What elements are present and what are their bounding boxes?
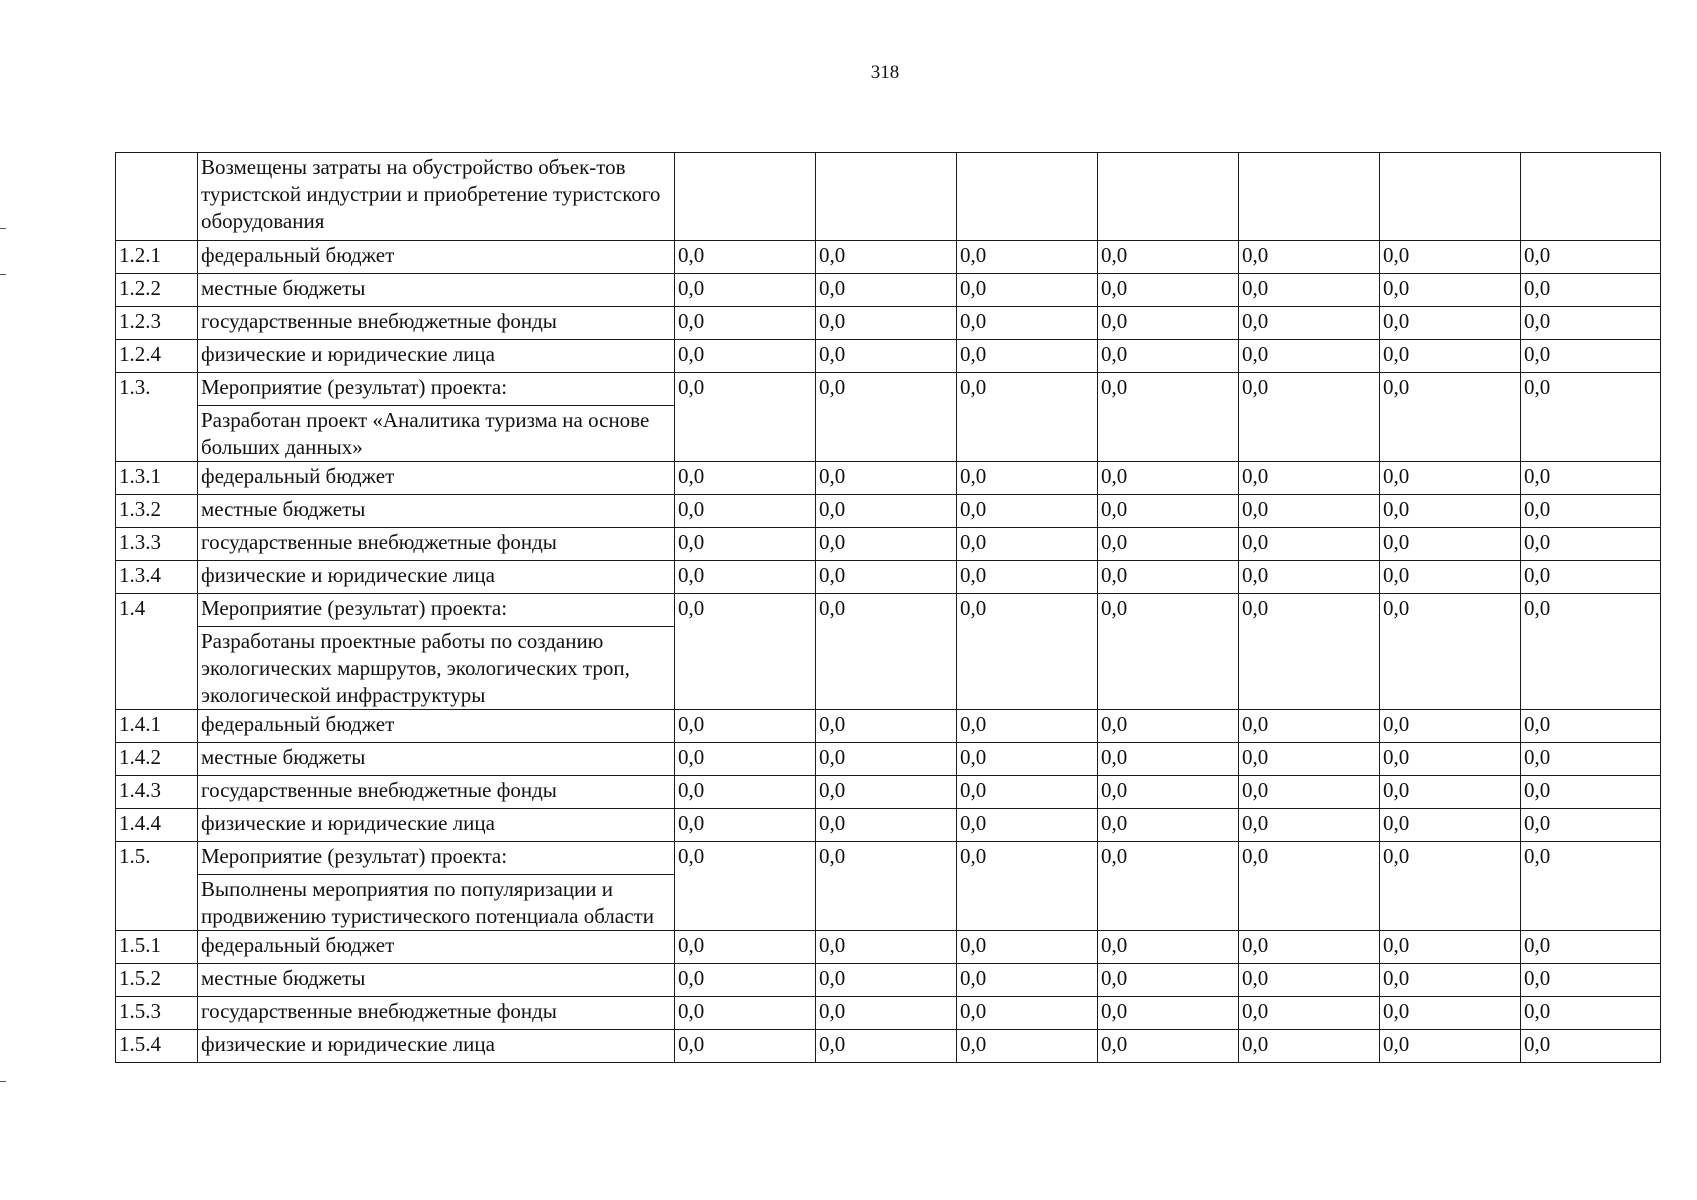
value-cell: 0,0 xyxy=(1239,307,1380,340)
value-cell: 0,0 xyxy=(1098,462,1239,495)
row-number: 1.3. xyxy=(116,373,198,462)
value-cell: 0,0 xyxy=(1521,340,1661,373)
value-cell: 0,0 xyxy=(816,340,957,373)
budget-table xyxy=(115,152,1661,1063)
value-cell: 0,0 xyxy=(1239,809,1380,842)
value-cell: 0,0 xyxy=(1380,964,1521,997)
value-cell: 0,0 xyxy=(957,528,1098,561)
empty-cell xyxy=(1521,153,1661,241)
row-number: 1.5.3 xyxy=(116,997,198,1030)
row-label: местные бюджеты xyxy=(198,495,675,528)
table-row xyxy=(116,931,1661,964)
scan-mark xyxy=(0,228,6,229)
value-cell: 0,0 xyxy=(957,964,1098,997)
value-cell: 0,0 xyxy=(816,561,957,594)
value-cell: 0,0 xyxy=(1239,274,1380,307)
row-number: 1.3.3 xyxy=(116,528,198,561)
value-cell: 0,0 xyxy=(816,528,957,561)
value-cell: 0,0 xyxy=(1098,340,1239,373)
row-label: Мероприятие (результат) проекта: xyxy=(198,842,675,875)
value-cell: 0,0 xyxy=(1380,809,1521,842)
value-cell: 0,0 xyxy=(1521,561,1661,594)
value-cell: 0,0 xyxy=(1239,528,1380,561)
row-label: федеральный бюджет xyxy=(198,462,675,495)
row-label: физические и юридические лица xyxy=(198,561,675,594)
value-cell: 0,0 xyxy=(816,495,957,528)
value-cell: 0,0 xyxy=(957,931,1098,964)
row-number: 1.3.1 xyxy=(116,462,198,495)
empty-cell xyxy=(116,153,198,241)
value-cell: 0,0 xyxy=(1098,307,1239,340)
row-number: 1.4.2 xyxy=(116,743,198,776)
row-label: государственные внебюджетные фонды xyxy=(198,776,675,809)
value-cell: 0,0 xyxy=(675,743,816,776)
value-cell: 0,0 xyxy=(1521,931,1661,964)
table-row xyxy=(116,809,1661,842)
value-cell: 0,0 xyxy=(1098,743,1239,776)
row-number: 1.3.2 xyxy=(116,495,198,528)
row-number: 1.2.3 xyxy=(116,307,198,340)
value-cell: 0,0 xyxy=(675,340,816,373)
empty-cell xyxy=(675,153,816,241)
value-cell: 0,0 xyxy=(816,1030,957,1063)
value-cell: 0,0 xyxy=(1521,528,1661,561)
scan-mark xyxy=(0,1081,6,1082)
value-cell: 0,0 xyxy=(675,710,816,743)
page-number: 318 xyxy=(870,62,900,83)
value-cell: 0,0 xyxy=(1380,997,1521,1030)
value-cell: 0,0 xyxy=(957,495,1098,528)
value-cell: 0,0 xyxy=(816,842,957,931)
table-row xyxy=(116,462,1661,495)
value-cell: 0,0 xyxy=(816,743,957,776)
value-cell: 0,0 xyxy=(1239,964,1380,997)
scan-mark xyxy=(0,274,6,275)
row-label: федеральный бюджет xyxy=(198,931,675,964)
value-cell: 0,0 xyxy=(957,1030,1098,1063)
value-cell: 0,0 xyxy=(816,964,957,997)
value-cell: 0,0 xyxy=(675,931,816,964)
row-description: Выполнены мероприятия по популяризации и продвижению туристического потенциала области xyxy=(198,875,675,931)
value-cell: 0,0 xyxy=(1098,528,1239,561)
row-label: федеральный бюджет xyxy=(198,710,675,743)
value-cell: 0,0 xyxy=(1098,274,1239,307)
value-cell: 0,0 xyxy=(1521,809,1661,842)
row-label: местные бюджеты xyxy=(198,964,675,997)
value-cell: 0,0 xyxy=(816,931,957,964)
value-cell: 0,0 xyxy=(1521,373,1661,462)
value-cell: 0,0 xyxy=(1380,561,1521,594)
value-cell: 0,0 xyxy=(1521,495,1661,528)
value-cell: 0,0 xyxy=(1098,1030,1239,1063)
header-description: Возмещены затраты на обустройство объек-тов туристской индустрии и приобретение туристского оборудования xyxy=(198,153,675,241)
value-cell: 0,0 xyxy=(816,776,957,809)
value-cell: 0,0 xyxy=(1380,528,1521,561)
value-cell: 0,0 xyxy=(816,997,957,1030)
value-cell: 0,0 xyxy=(1380,340,1521,373)
value-cell: 0,0 xyxy=(1098,495,1239,528)
value-cell: 0,0 xyxy=(1380,743,1521,776)
row-label: местные бюджеты xyxy=(198,274,675,307)
value-cell: 0,0 xyxy=(675,997,816,1030)
value-cell: 0,0 xyxy=(675,964,816,997)
row-label: государственные внебюджетные фонды xyxy=(198,528,675,561)
table-row xyxy=(116,743,1661,776)
empty-cell xyxy=(1380,153,1521,241)
table-row xyxy=(116,594,1661,627)
value-cell: 0,0 xyxy=(957,776,1098,809)
value-cell: 0,0 xyxy=(1239,561,1380,594)
value-cell: 0,0 xyxy=(1521,710,1661,743)
value-cell: 0,0 xyxy=(957,842,1098,931)
table-row xyxy=(116,842,1661,875)
value-cell: 0,0 xyxy=(957,373,1098,462)
table-row xyxy=(116,274,1661,307)
value-cell: 0,0 xyxy=(816,594,957,710)
row-number: 1.5.1 xyxy=(116,931,198,964)
value-cell: 0,0 xyxy=(1380,373,1521,462)
value-cell: 0,0 xyxy=(1098,776,1239,809)
value-cell: 0,0 xyxy=(957,561,1098,594)
value-cell: 0,0 xyxy=(957,809,1098,842)
value-cell: 0,0 xyxy=(957,710,1098,743)
value-cell: 0,0 xyxy=(1239,743,1380,776)
value-cell: 0,0 xyxy=(1380,842,1521,931)
value-cell: 0,0 xyxy=(1521,1030,1661,1063)
value-cell: 0,0 xyxy=(1521,997,1661,1030)
value-cell: 0,0 xyxy=(675,495,816,528)
value-cell: 0,0 xyxy=(1239,710,1380,743)
row-label: государственные внебюджетные фонды xyxy=(198,307,675,340)
table-row xyxy=(116,1030,1661,1063)
table-row xyxy=(116,340,1661,373)
value-cell: 0,0 xyxy=(1239,1030,1380,1063)
value-cell: 0,0 xyxy=(816,809,957,842)
value-cell: 0,0 xyxy=(1239,594,1380,710)
row-label: физические и юридические лица xyxy=(198,340,675,373)
row-description: Разработан проект «Аналитика туризма на основе больших данных» xyxy=(198,406,675,462)
value-cell: 0,0 xyxy=(1098,373,1239,462)
value-cell: 0,0 xyxy=(1521,307,1661,340)
row-number: 1.3.4 xyxy=(116,561,198,594)
value-cell: 0,0 xyxy=(1098,809,1239,842)
value-cell: 0,0 xyxy=(1239,495,1380,528)
value-cell: 0,0 xyxy=(1239,931,1380,964)
value-cell: 0,0 xyxy=(1098,241,1239,274)
value-cell: 0,0 xyxy=(675,274,816,307)
value-cell: 0,0 xyxy=(1098,561,1239,594)
value-cell: 0,0 xyxy=(675,561,816,594)
value-cell: 0,0 xyxy=(1239,776,1380,809)
row-label: местные бюджеты xyxy=(198,743,675,776)
value-cell: 0,0 xyxy=(1098,842,1239,931)
table-row xyxy=(116,241,1661,274)
value-cell: 0,0 xyxy=(957,307,1098,340)
value-cell: 0,0 xyxy=(957,997,1098,1030)
value-cell: 0,0 xyxy=(1098,964,1239,997)
value-cell: 0,0 xyxy=(1380,307,1521,340)
value-cell: 0,0 xyxy=(957,340,1098,373)
row-number: 1.4.3 xyxy=(116,776,198,809)
value-cell: 0,0 xyxy=(816,710,957,743)
row-number: 1.5.4 xyxy=(116,1030,198,1063)
value-cell: 0,0 xyxy=(1521,594,1661,710)
row-number: 1.4.4 xyxy=(116,809,198,842)
value-cell: 0,0 xyxy=(675,809,816,842)
value-cell: 0,0 xyxy=(1521,964,1661,997)
value-cell: 0,0 xyxy=(675,1030,816,1063)
value-cell: 0,0 xyxy=(1380,594,1521,710)
value-cell: 0,0 xyxy=(1380,776,1521,809)
value-cell: 0,0 xyxy=(1239,997,1380,1030)
table-row xyxy=(116,710,1661,743)
row-number: 1.2.1 xyxy=(116,241,198,274)
value-cell: 0,0 xyxy=(1098,710,1239,743)
value-cell: 0,0 xyxy=(1380,462,1521,495)
value-cell: 0,0 xyxy=(1098,594,1239,710)
value-cell: 0,0 xyxy=(675,241,816,274)
value-cell: 0,0 xyxy=(816,307,957,340)
row-label: Мероприятие (результат) проекта: xyxy=(198,594,675,627)
value-cell: 0,0 xyxy=(816,274,957,307)
row-number: 1.2.2 xyxy=(116,274,198,307)
row-number: 1.4 xyxy=(116,594,198,710)
budget-table-body xyxy=(116,153,1661,1063)
table-row xyxy=(116,373,1661,406)
value-cell: 0,0 xyxy=(816,373,957,462)
value-cell: 0,0 xyxy=(1521,743,1661,776)
value-cell: 0,0 xyxy=(675,373,816,462)
value-cell: 0,0 xyxy=(1521,842,1661,931)
value-cell: 0,0 xyxy=(675,462,816,495)
row-description: Разработаны проектные работы по созданию экологических маршрутов, экологических троп, экологической инфраструктуры xyxy=(198,627,675,710)
empty-cell xyxy=(1098,153,1239,241)
value-cell: 0,0 xyxy=(1239,462,1380,495)
table-row xyxy=(116,964,1661,997)
value-cell: 0,0 xyxy=(1380,931,1521,964)
value-cell: 0,0 xyxy=(675,528,816,561)
value-cell: 0,0 xyxy=(1239,340,1380,373)
value-cell: 0,0 xyxy=(1380,241,1521,274)
table-row xyxy=(116,561,1661,594)
value-cell: 0,0 xyxy=(1521,776,1661,809)
table-row xyxy=(116,495,1661,528)
row-label: государственные внебюджетные фонды xyxy=(198,997,675,1030)
value-cell: 0,0 xyxy=(1380,495,1521,528)
value-cell: 0,0 xyxy=(675,776,816,809)
table-row xyxy=(116,307,1661,340)
value-cell: 0,0 xyxy=(957,743,1098,776)
value-cell: 0,0 xyxy=(1239,241,1380,274)
value-cell: 0,0 xyxy=(1521,274,1661,307)
value-cell: 0,0 xyxy=(957,594,1098,710)
value-cell: 0,0 xyxy=(957,241,1098,274)
value-cell: 0,0 xyxy=(957,462,1098,495)
value-cell: 0,0 xyxy=(816,241,957,274)
value-cell: 0,0 xyxy=(1380,1030,1521,1063)
row-number: 1.5.2 xyxy=(116,964,198,997)
row-number: 1.2.4 xyxy=(116,340,198,373)
value-cell: 0,0 xyxy=(1239,373,1380,462)
row-label: федеральный бюджет xyxy=(198,241,675,274)
value-cell: 0,0 xyxy=(675,842,816,931)
table-header-row xyxy=(116,153,1661,241)
row-number: 1.5. xyxy=(116,842,198,931)
row-number: 1.4.1 xyxy=(116,710,198,743)
value-cell: 0,0 xyxy=(957,274,1098,307)
value-cell: 0,0 xyxy=(1380,274,1521,307)
value-cell: 0,0 xyxy=(1521,241,1661,274)
row-label: Мероприятие (результат) проекта: xyxy=(198,373,675,406)
empty-cell xyxy=(1239,153,1380,241)
value-cell: 0,0 xyxy=(1098,931,1239,964)
value-cell: 0,0 xyxy=(1521,462,1661,495)
empty-cell xyxy=(816,153,957,241)
value-cell: 0,0 xyxy=(1239,842,1380,931)
table-row xyxy=(116,528,1661,561)
value-cell: 0,0 xyxy=(1098,997,1239,1030)
value-cell: 0,0 xyxy=(816,462,957,495)
row-label: физические и юридические лица xyxy=(198,809,675,842)
value-cell: 0,0 xyxy=(1380,710,1521,743)
table-row xyxy=(116,997,1661,1030)
row-label: физические и юридические лица xyxy=(198,1030,675,1063)
value-cell: 0,0 xyxy=(675,307,816,340)
table-row xyxy=(116,776,1661,809)
value-cell: 0,0 xyxy=(675,594,816,710)
empty-cell xyxy=(957,153,1098,241)
